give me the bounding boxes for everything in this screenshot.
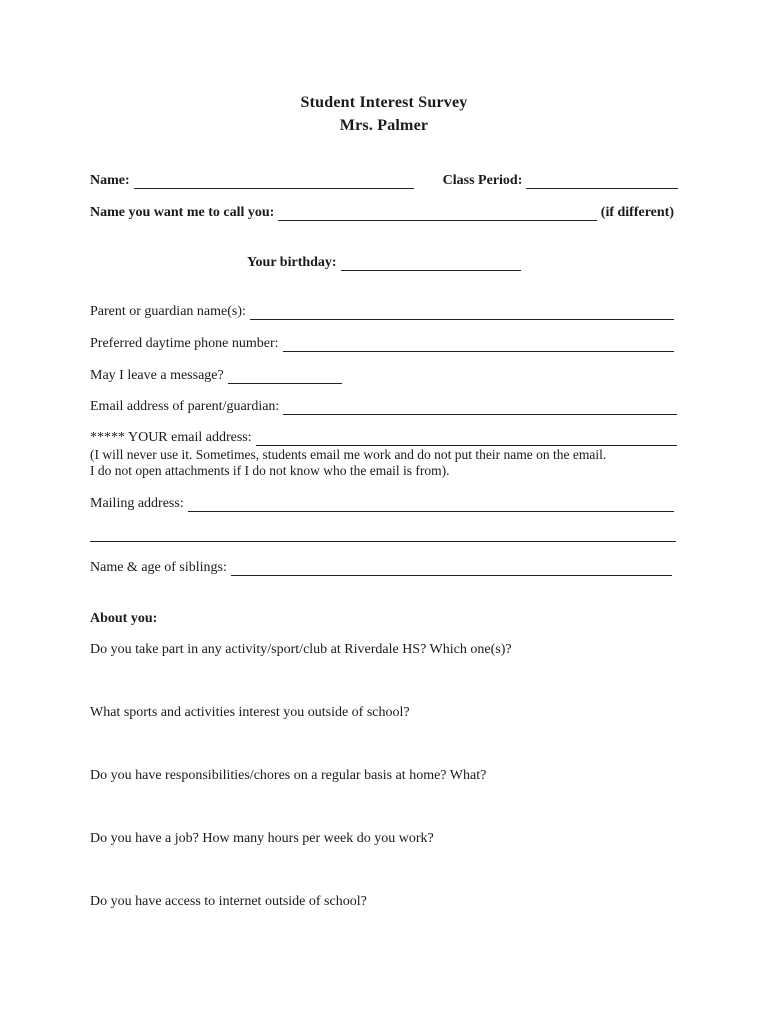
siblings-blank[interactable]	[231, 562, 672, 576]
email-note-2: I do not open attachments if I do not know who the email is from).	[90, 463, 450, 478]
siblings-row	[90, 560, 672, 576]
siblings-label: Name & age of siblings:	[90, 560, 227, 575]
message-label: May I leave a message?	[90, 368, 224, 383]
parent-row	[90, 304, 674, 320]
name-row	[90, 173, 678, 189]
parent-email-row	[90, 399, 677, 415]
about-heading: About you:	[90, 611, 158, 626]
parent-blank[interactable]	[250, 306, 674, 320]
your-email-label: ***** YOUR email address:	[90, 430, 252, 445]
mailing-row	[90, 496, 674, 512]
mailing-label: Mailing address:	[90, 496, 184, 511]
phone-blank[interactable]	[283, 338, 674, 352]
question-internet: Do you have access to internet outside of school?	[90, 894, 367, 909]
question-chores: Do you have responsibilities/chores on a regular basis at home? What?	[90, 768, 487, 783]
nickname-row	[90, 205, 674, 221]
nickname-suffix: (if different)	[600, 205, 674, 220]
question-interests: What sports and activities interest you outside of school?	[90, 705, 410, 720]
question-job: Do you have a job? How many hours per week do you work?	[90, 831, 434, 846]
nickname-label: Name you want me to call you:	[90, 205, 275, 220]
nickname-blank[interactable]	[278, 207, 596, 221]
phone-row	[90, 336, 674, 352]
class-period-blank[interactable]	[526, 175, 678, 189]
your-email-row	[90, 430, 677, 446]
teacher-name: Mrs. Palmer	[339, 117, 429, 134]
birthday-row	[247, 255, 521, 271]
survey-title: Student Interest Survey	[300, 94, 468, 111]
birthday-label: Your birthday:	[247, 255, 337, 270]
your-email-blank[interactable]	[256, 432, 677, 446]
question-activity: Do you take part in any activity/sport/club at Riverdale HS? Which one(s)?	[90, 642, 512, 657]
class-period-label: Class Period:	[442, 173, 523, 188]
parent-label: Parent or guardian name(s):	[90, 304, 246, 319]
message-blank[interactable]	[228, 370, 342, 384]
mailing-blank-2[interactable]	[90, 528, 676, 542]
birthday-blank[interactable]	[341, 257, 521, 271]
mailing-row-2	[90, 528, 676, 542]
message-row	[90, 368, 342, 384]
parent-email-label: Email address of parent/guardian:	[90, 399, 280, 414]
phone-label: Preferred daytime phone number:	[90, 336, 279, 351]
email-note-1: (I will never use it. Sometimes, students email me work and do not put their name on the email.	[90, 447, 607, 462]
name-label: Name:	[90, 173, 130, 188]
name-blank[interactable]	[134, 175, 414, 189]
parent-email-blank[interactable]	[283, 401, 677, 415]
mailing-blank[interactable]	[188, 498, 674, 512]
